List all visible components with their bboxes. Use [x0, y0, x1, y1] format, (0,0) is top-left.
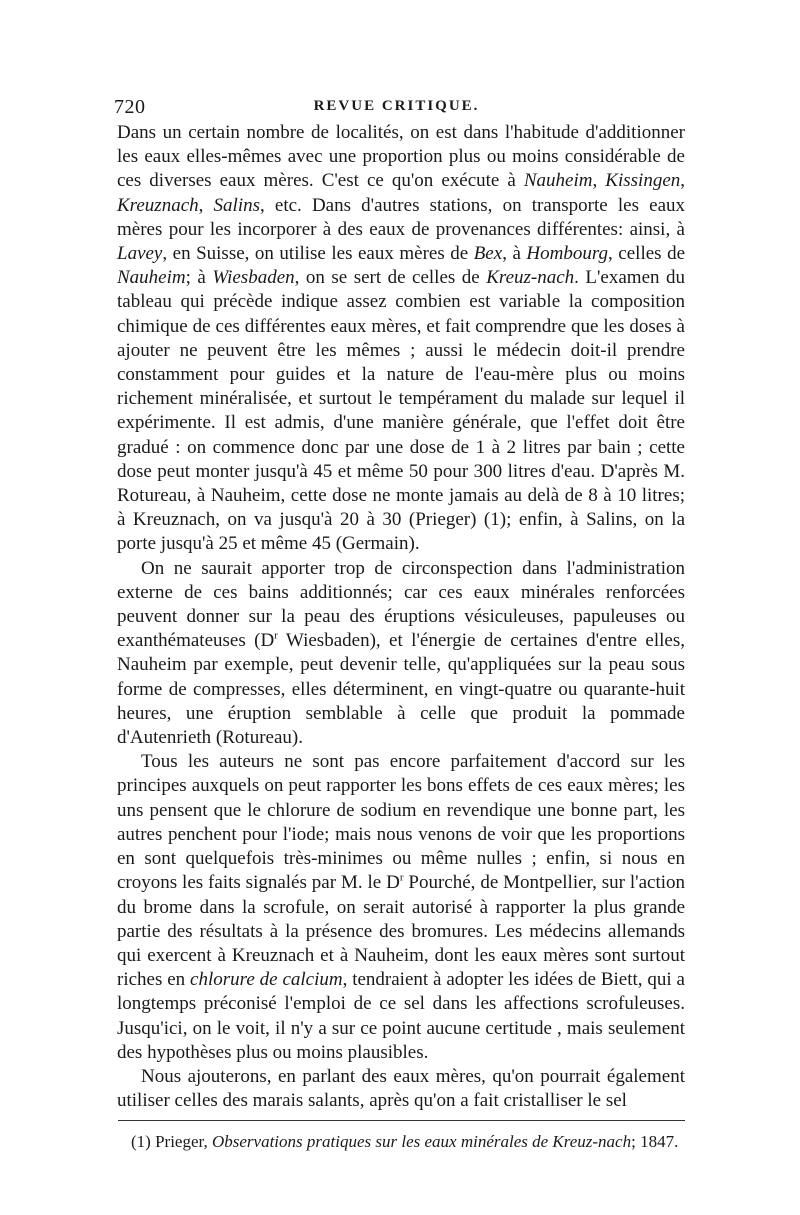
italic-run: Lavey: [117, 243, 163, 265]
paragraph: [117, 121, 685, 557]
text-run: Tous les auteurs ne sont pas encore parfaitement d'accord sur les principes auxquels on peut rapporter les bons effets de ces eaux mères; les uns pensent que le chlorure de sodium en revendique une bonne part, les autres penchent pour l'iode; mais nous venons de voir que les proportions en sont quelquefois très-minimes ou même nulles ; enfin, si nous en croyons les faits signalés par M. le D: [117, 751, 685, 894]
footnote: [117, 1130, 685, 1153]
text-run: Pourché, de Montpellier, sur l'action du brome dans la scrofule, on serait autorisé à rapporter la plus grande partie des résultats à la présence des bromures. Les médecins allemands qui exercent à Kreuznach et à Nauheim, dont les eaux mères sont surtout riches en: [117, 872, 686, 991]
body-text: [117, 121, 685, 1113]
text-run: , tendraient à adopter les idées de Biett, qui a longtemps préconisé l'emploi de ce sel dans les affections scrofuleuses. Jusqu'ici, on le voit, il n'y a sur ce point aucune certitude , mais seulement des hypothèses plus ou moins plausibles.: [117, 969, 685, 1063]
italic-run: Nauheim: [523, 170, 593, 192]
italic-run: Bex: [473, 243, 503, 265]
running-title: REVUE CRITIQUE.: [313, 98, 480, 114]
text-run: ,: [592, 170, 606, 192]
text-run: , on se sert de celles de: [294, 267, 487, 289]
text-run: . L'examen du tableau qui précède indique assez combien est variable la composition chimique de ces différentes eaux mères, et fait comprendre que les doses à ajouter ne peuvent être les mêmes ; aussi le médecin doit-il prendre constamment pour guides et la nature de l'eau-mère plus ou moins richement minéralisée, et surtout le tempérament du malade sur lequel il expérimente. Il est admis, d'une manière générale, que l'effet doit être gradué : on commence donc par une dose de 1 à 2 litres par bain ; cette dose peut monter jusqu'à 45 et même 50 pour 300 litres d'eau. D'après M. Rotureau, à Nauheim, cette dose ne monte jamais au delà de 8 à 10 litres; à Kreuznach, on va jusqu'à 20 à 30 (Prieger) (1); enfin, à Salins, on la porte jusqu'à 25 et même 45 (Germain).: [117, 267, 685, 555]
text-run: ; à: [185, 267, 213, 289]
italic-run: Kreuznach: [117, 194, 199, 216]
paragraph: [117, 750, 685, 1065]
italic-run: Observations pratiques sur les eaux minérales de Kreuz-nach: [211, 1132, 632, 1151]
text-run: Wiesbaden), et l'énergie de certaines d'entre elles, Nauheim par exemple, peut devenir telle, qu'appliquées sur la peau sous forme de compresses, elles déterminent, en vingt-quatre ou quarante-huit heures, une éruption semblable à celle que produit la pommade d'Autenrieth (Rotureau).: [117, 630, 685, 749]
footnote-text: [117, 1130, 685, 1153]
italic-run: Hombourg: [526, 243, 609, 265]
text-run: , celles de: [608, 243, 686, 265]
italic-run: Nauheim: [117, 267, 186, 289]
italic-run: Kreuz-nach: [486, 267, 575, 289]
text-run: , etc. Dans d'autres stations, on transporte les eaux mères pour les incorporer à des eaux de provenances différentes: ainsi, à: [117, 194, 685, 240]
page-header: [108, 92, 685, 118]
page-number: 720: [114, 96, 146, 118]
footnote-rule: [118, 1120, 685, 1121]
text-run: (1) Prieger,: [131, 1132, 212, 1151]
superscript-run: r: [399, 871, 404, 884]
text-run: , à: [502, 243, 527, 265]
text-run: ; 1847.: [631, 1132, 679, 1151]
text-run: ,: [680, 170, 685, 192]
text-run: Dans un certain nombre de localités, on est dans l'habitude d'additionner les eaux elles-mêmes avec une proportion plus ou moins considérable de ces diverses eaux mères. C'est ce qu'on exécute à: [117, 122, 685, 192]
paragraph: [117, 557, 685, 751]
italic-run: Kissingen: [605, 170, 681, 192]
text-run: On ne saurait apporter trop de circonspection dans l'administration externe de ces bains additionnés; car ces eaux minérales renforcées peuvent donner sur la peau des éruptions vésiculeuses, papuleuses ou exanthémateuses (D: [117, 557, 685, 652]
italic-run: chlorure de calcium: [190, 969, 343, 991]
text-run: ,: [198, 194, 214, 216]
paragraph: [117, 1065, 685, 1113]
text-run: Nous ajouterons, en parlant des eaux mères, qu'on pourrait également utiliser celles des marais salants, après qu'on a fait cristalliser le sel: [117, 1065, 685, 1112]
italic-run: Salins: [213, 194, 260, 216]
superscript-run: r: [274, 629, 278, 642]
italic-run: Wiesbaden: [212, 267, 295, 289]
text-run: , en Suisse, on utilise les eaux mères de: [162, 243, 474, 265]
